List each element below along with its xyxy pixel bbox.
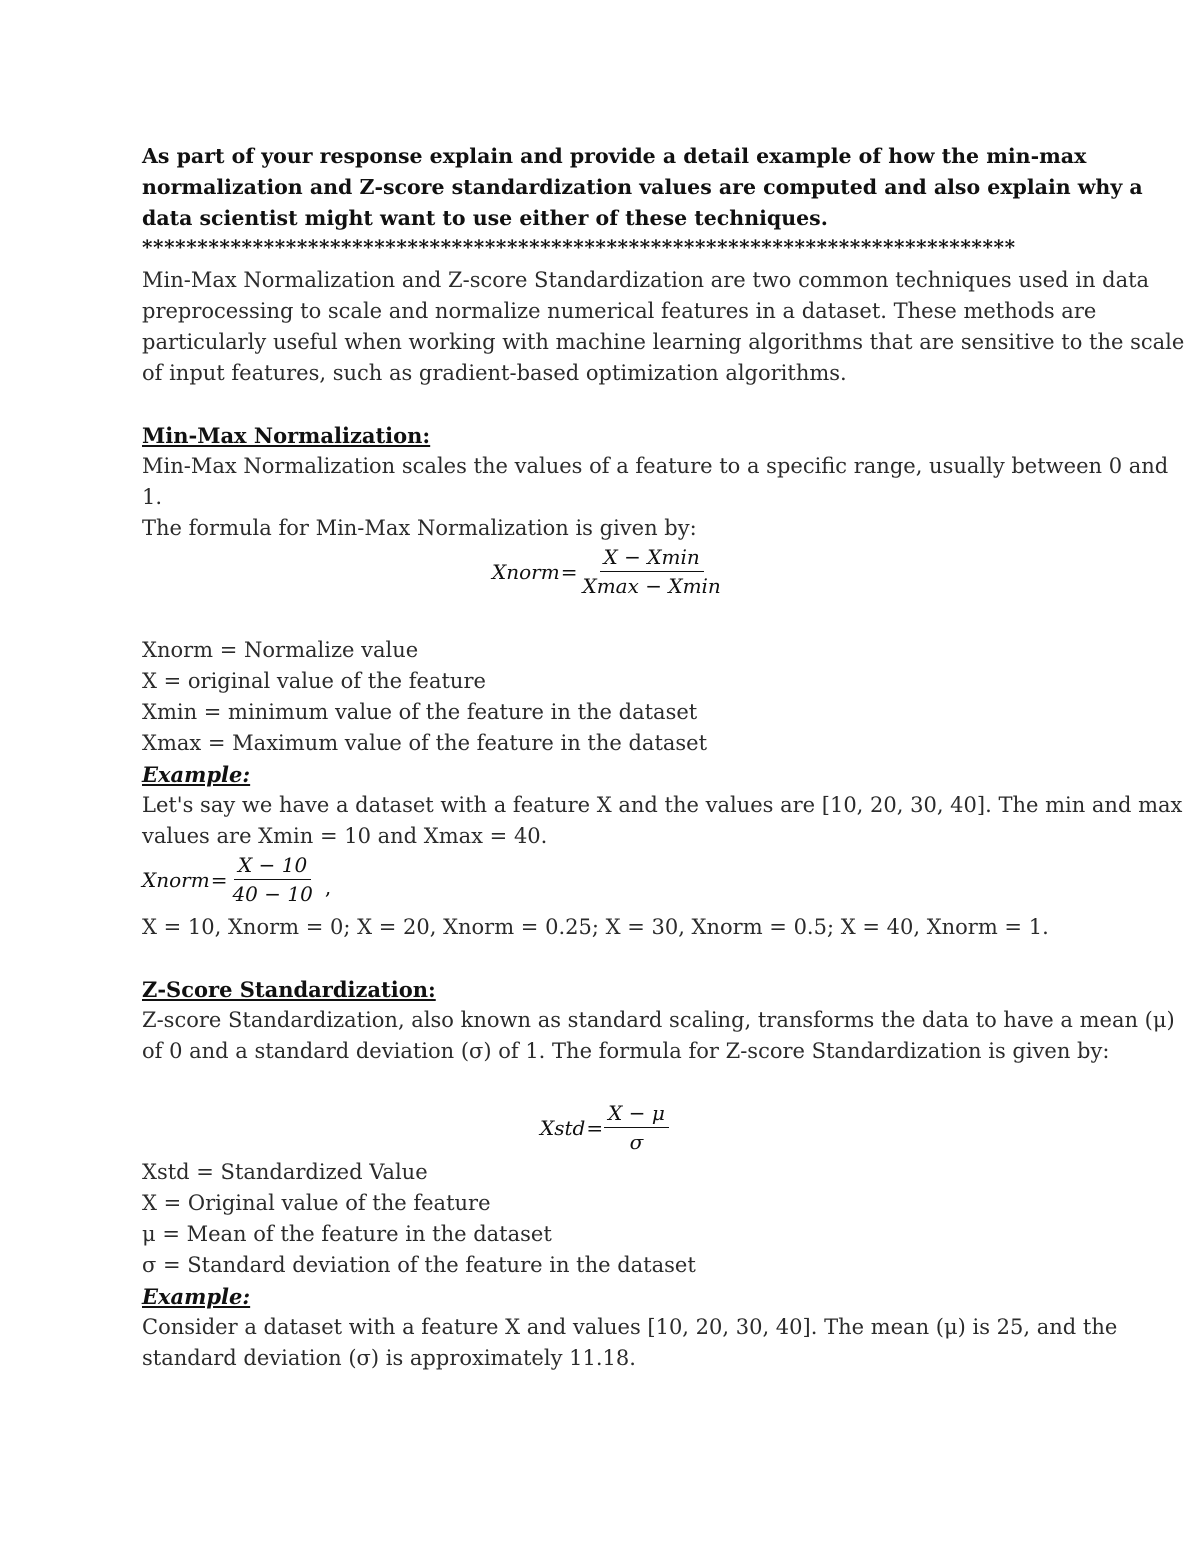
minmax-desc-2: 1. bbox=[142, 485, 163, 509]
formula-lhs: Xnorm bbox=[142, 867, 210, 892]
formula-equals: = bbox=[560, 559, 578, 584]
formula-denominator: 40 − 10 bbox=[232, 882, 313, 906]
formula-numerator: X − 10 bbox=[234, 853, 311, 880]
formula-fraction bbox=[578, 545, 724, 598]
minmax-example-label: Example: bbox=[142, 762, 251, 787]
minmax-example-1: Let's say we have a dataset with a feature X and the values are [10, 20, 30, 40]. The min and max bbox=[142, 793, 1183, 817]
formula-numerator: X − Xmin bbox=[600, 545, 704, 572]
intro-line-1: Min-Max Normalization and Z-score Standardization are two common techniques used in data bbox=[142, 268, 1150, 292]
formula-lhs: Xnorm bbox=[492, 559, 560, 584]
minmax-def-4: Xmax = Maximum value of the feature in the dataset bbox=[142, 731, 708, 755]
zscore-example-1: Consider a dataset with a feature X and values [10, 20, 30, 40]. The mean (μ) is 25, and the bbox=[142, 1315, 1118, 1339]
zscore-desc-2: of 0 and a standard deviation (σ) of 1. The formula for Z-score Standardization is given by: bbox=[142, 1039, 1110, 1063]
minmax-def-1: Xnorm = Normalize value bbox=[142, 638, 419, 662]
zscore-def-2: X = Original value of the feature bbox=[142, 1191, 491, 1215]
zscore-desc-1: Z-score Standardization, also known as standard scaling, transforms the data to have a mean (μ) bbox=[142, 1008, 1175, 1032]
formula-comma: , bbox=[324, 874, 332, 899]
zscore-def-3: μ = Mean of the feature in the dataset bbox=[142, 1222, 552, 1246]
zscore-example-label: Example: bbox=[142, 1284, 251, 1309]
formula-fraction bbox=[228, 853, 316, 906]
zscore-heading: Z-Score Standardization: bbox=[142, 977, 436, 1002]
formula-equals: = bbox=[210, 867, 228, 892]
formula-equals: = bbox=[586, 1115, 604, 1140]
prompt-line-1: As part of your response explain and provide a detail example of how the min-max bbox=[142, 144, 1087, 168]
minmax-desc-1: Min-Max Normalization scales the values of a feature to a specific range, usually between 0 and bbox=[142, 454, 1169, 478]
minmax-results: X = 10, Xnorm = 0; X = 20, Xnorm = 0.25; X = 30, Xnorm = 0.5; X = 40, Xnorm = 1. bbox=[142, 915, 1049, 939]
zscore-formula bbox=[540, 1101, 669, 1154]
formula-lhs: Xstd bbox=[540, 1115, 586, 1140]
intro-line-4: of input features, such as gradient-based optimization algorithms. bbox=[142, 361, 847, 385]
zscore-example-2: standard deviation (σ) is approximately 11.18. bbox=[142, 1346, 636, 1370]
formula-denominator: σ bbox=[629, 1130, 644, 1154]
minmax-formula bbox=[492, 545, 725, 598]
intro-line-2: preprocessing to scale and normalize numerical features in a dataset. These methods are bbox=[142, 299, 1097, 323]
formula-fraction bbox=[604, 1101, 669, 1154]
minmax-example-2: values are Xmin = 10 and Xmax = 40. bbox=[142, 824, 548, 848]
minmax-example-formula bbox=[142, 853, 331, 906]
formula-numerator: X − μ bbox=[604, 1101, 669, 1128]
prompt-line-3: data scientist might want to use either of these techniques. bbox=[142, 206, 828, 230]
formula-denominator: Xmax − Xmin bbox=[582, 574, 721, 598]
minmax-formula-intro: The formula for Min-Max Normalization is given by: bbox=[142, 516, 697, 540]
minmax-heading: Min-Max Normalization: bbox=[142, 423, 431, 448]
intro-line-3: particularly useful when working with machine learning algorithms that are sensitive to the scale bbox=[142, 330, 1185, 354]
zscore-def-4: σ = Standard deviation of the feature in the dataset bbox=[142, 1253, 696, 1277]
zscore-def-1: Xstd = Standardized Value bbox=[142, 1160, 428, 1184]
separator: ******************************************************************************* bbox=[142, 235, 1016, 259]
prompt-line-2: normalization and Z-score standardization values are computed and also explain why a bbox=[142, 175, 1143, 199]
minmax-def-3: Xmin = minimum value of the feature in the dataset bbox=[142, 700, 698, 724]
minmax-def-2: X = original value of the feature bbox=[142, 669, 486, 693]
